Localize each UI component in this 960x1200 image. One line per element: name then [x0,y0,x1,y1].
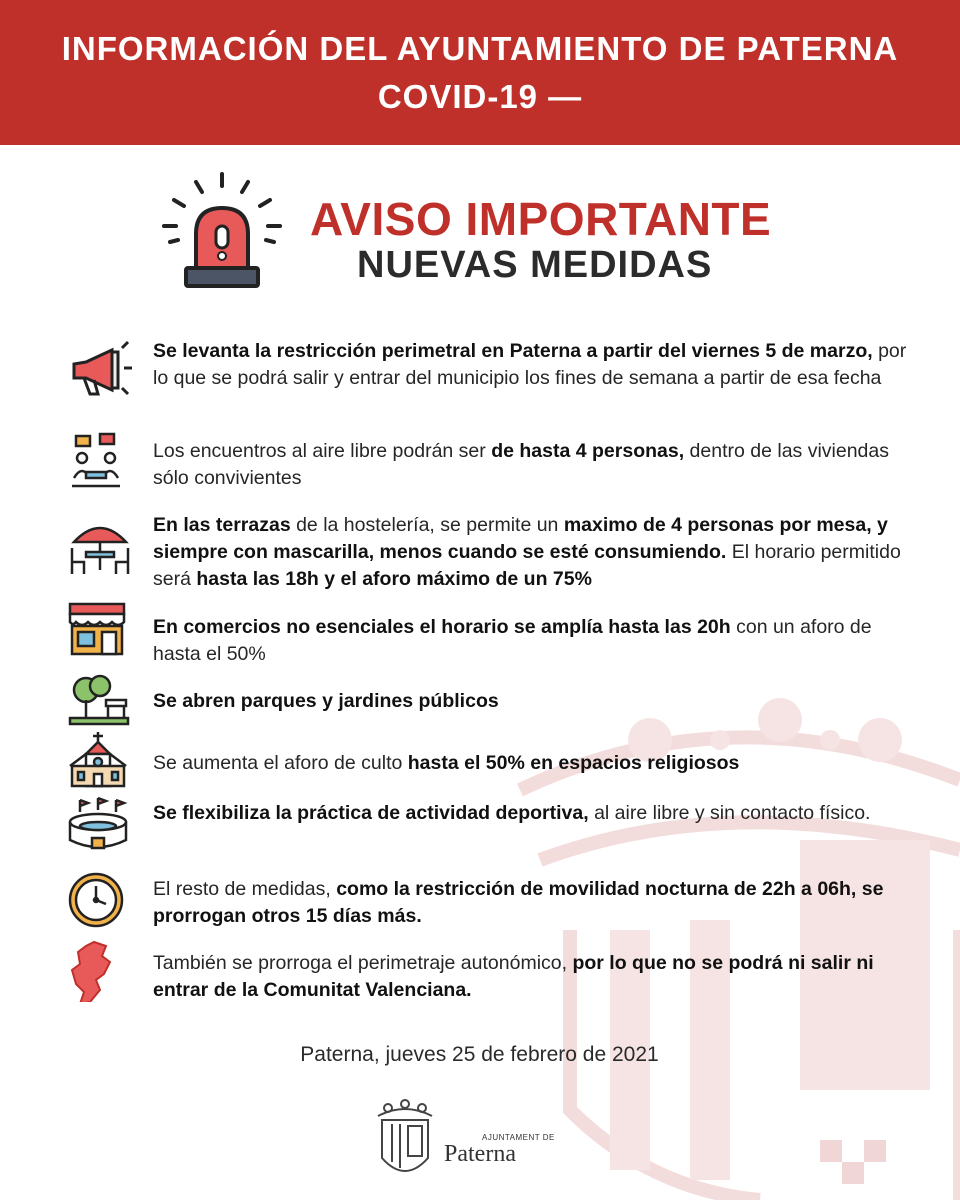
logo-name: Paterna [444,1141,516,1167]
measure-text [153,750,923,777]
measure-text-bold: maximo de 4 personas por mesa, y siempre con mascarilla, menos cuando se esté consumiendo. [153,514,888,563]
measure-text [153,876,923,930]
header-banner [0,0,960,145]
church-icon [66,732,132,794]
header-title: INFORMACIÓN DEL AYUNTAMIENTO DE PATERNA [61,30,899,67]
measure-text-regular: El horario permitido será [153,541,901,590]
people-meeting-icon [66,432,132,494]
measure-text-regular: Se aumenta el aforo de culto [153,752,408,774]
measure-text [153,950,923,1004]
measure-text-regular: por lo que se podrá salir y entrar del municipio los fines de semana a partir de esa fecha [153,340,907,389]
measure-text-bold: de hasta 4 personas, [491,440,685,462]
measure-text [153,438,923,492]
clock-icon [66,870,132,932]
measure-text [153,338,923,392]
measure-text-bold: En las terrazas [153,514,291,536]
shop-storefront-icon [66,600,132,662]
measure-text-bold: por lo que no se podrá ni salir ni entrar de la Comunitat Valenciana. [153,952,874,1001]
measure-text [153,800,923,827]
measure-text-bold: En comercios no esenciales el horario se amplía hasta las 20h [153,616,731,638]
measure-text-bold: Se flexibiliza la práctica de actividad deportiva, [153,802,589,824]
header-subtitle: COVID-19 — [377,78,583,115]
measure-text-bold: hasta el 50% en espacios religiosos [407,752,740,774]
measure-text-regular: de la hostelería, se permite un [290,514,564,536]
valencia-map-icon [66,940,132,1002]
measure-text-regular: al aire libre y sin contacto físico. [588,802,871,824]
logo-small-text: AJUNTAMENT DE [482,1133,555,1142]
terrace-umbrella-icon [66,518,132,580]
measure-text-bold: Se abren parques y jardines públicos [153,690,499,712]
measure-text-regular: con un aforo de hasta el 50% [153,616,872,665]
stadium-icon [66,796,132,858]
measure-text-bold: Se levanta la restricción perimetral en Paterna a partir del viernes 5 de marzo, [153,340,873,362]
measure-text-regular: dentro de las viviendas sólo convivientes [153,440,889,489]
measure-text-bold: hasta las 18h y el aforo máximo de un 75% [196,568,592,590]
measure-text [153,688,923,715]
measure-text [153,512,923,593]
notice-title: AVISO IMPORTANTE [310,193,772,245]
document-date: Paterna, jueves 25 de febrero de 2021 [300,1043,659,1066]
measure-text-bold: como la restricción de movilidad nocturna de 22h a 06h, se prorrogan otros 15 días más. [153,878,884,927]
park-tree-bench-icon [66,670,132,732]
notice-subtitle: NUEVAS MEDIDAS [357,244,713,286]
measure-text [153,614,923,668]
alarm-siren-icon [160,172,284,296]
measure-text-regular: También se prorroga el perimetraje autonómico, [153,952,573,974]
megaphone-icon [66,334,132,396]
measure-text-regular: El resto de medidas, [153,878,337,900]
measure-text-regular: Los encuentros al aire libre podrán ser [153,440,492,462]
